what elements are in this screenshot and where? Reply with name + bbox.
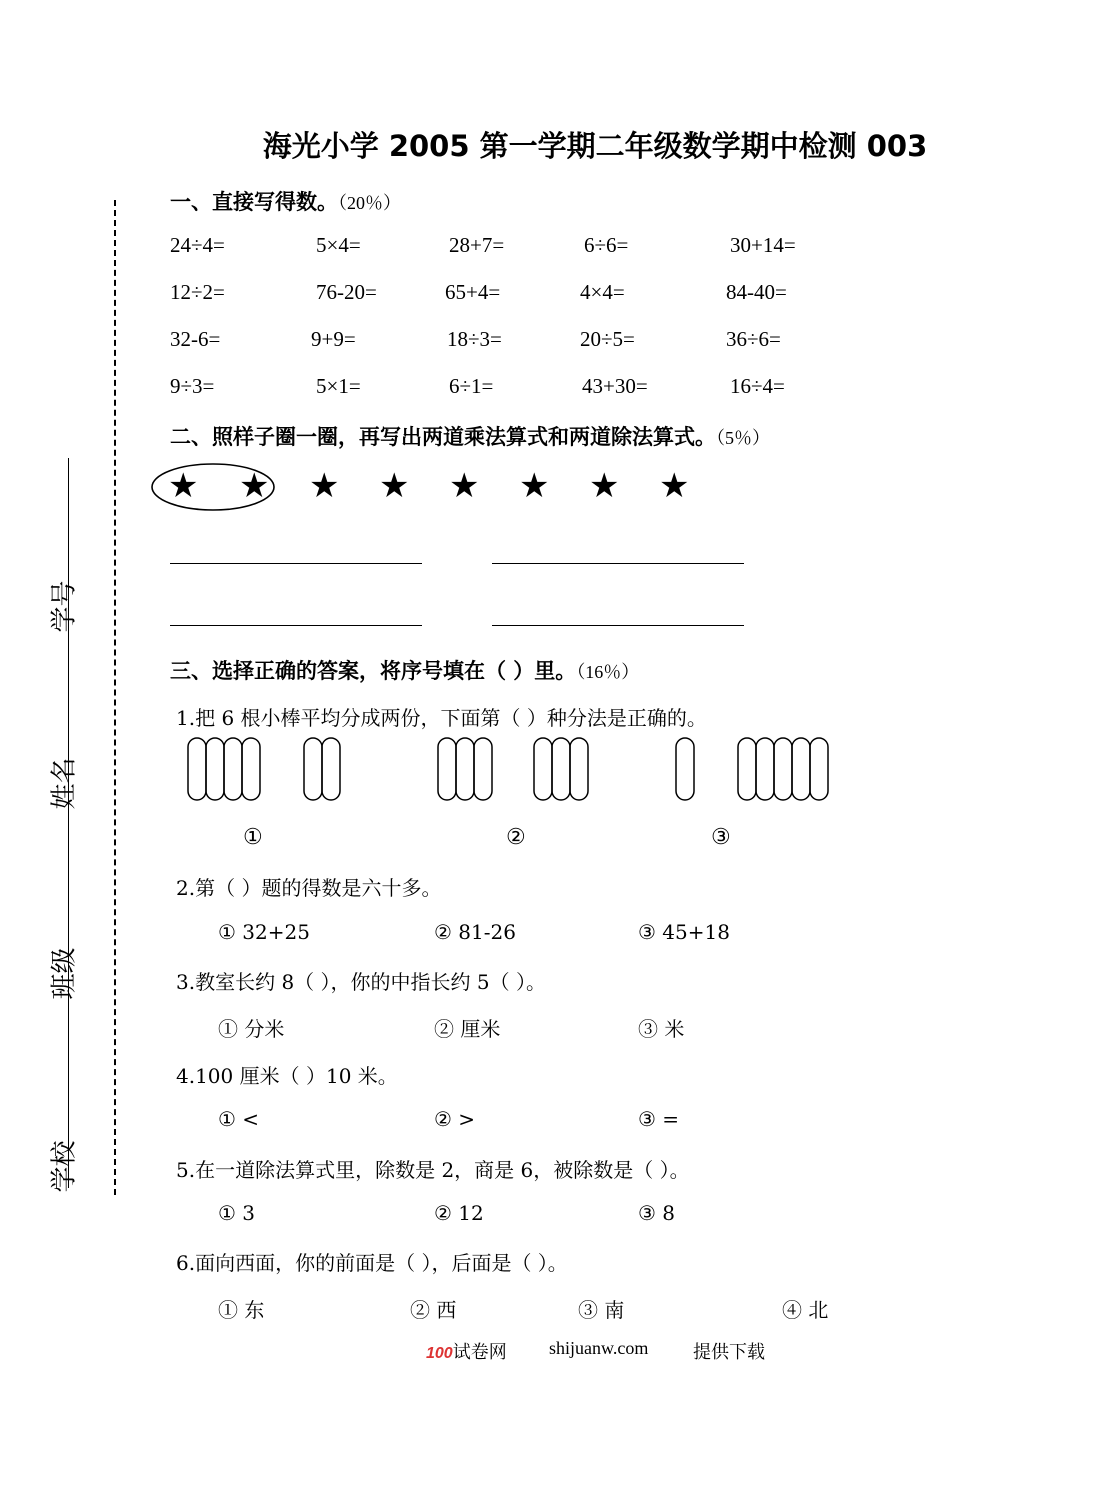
q2-option: ① 32+25 xyxy=(218,920,310,944)
equation: 20÷5= xyxy=(580,327,635,351)
section2-percent: （5％） xyxy=(716,428,770,448)
equation: 65+4= xyxy=(445,280,501,304)
star-icon: ★ xyxy=(379,466,410,506)
star-icon: ★ xyxy=(309,466,340,506)
q6-option: ③ 南 xyxy=(578,1298,625,1322)
answer-line[interactable] xyxy=(170,625,422,626)
answer-line[interactable] xyxy=(492,563,744,564)
equation: 84-40= xyxy=(726,280,787,304)
q6-option: ④ 北 xyxy=(782,1298,829,1322)
section1-percent: （20％） xyxy=(338,193,401,213)
equation: 6÷1= xyxy=(449,374,494,398)
equation: 43+30= xyxy=(582,374,648,398)
equation: 24÷4= xyxy=(170,233,225,257)
section3-heading xyxy=(170,655,639,685)
equation: 28+7= xyxy=(449,233,505,257)
q4-option: ② > xyxy=(434,1107,476,1131)
page-title: 海光小学 2005 第一学期二年级数学期中检测 003 xyxy=(262,129,928,163)
section1-title: 一、直接写得数。 xyxy=(170,190,338,214)
question-2: 2.第（ ）题的得数是六十多。 xyxy=(176,876,442,900)
equation: 18÷3= xyxy=(447,327,502,351)
q5-option: ② 12 xyxy=(434,1201,484,1225)
section1-heading xyxy=(170,186,401,216)
school-label: 学校 xyxy=(49,1140,80,1193)
star-icon: ★ xyxy=(449,466,480,506)
equation: 5×1= xyxy=(316,374,361,398)
question-4: 4.100 厘米（ ）10 米。 xyxy=(176,1064,398,1088)
equation: 16÷4= xyxy=(730,374,785,398)
equation: 30+14= xyxy=(730,233,796,257)
equation: 6÷6= xyxy=(584,233,629,257)
q1-label: ① xyxy=(243,825,263,850)
q1-label: ③ xyxy=(711,825,731,850)
question-6: 6.面向西面，你的前面是（ ），后面是（ ）。 xyxy=(176,1251,568,1275)
star-icon: ★ xyxy=(659,466,690,506)
footer-site-name: 试卷网 xyxy=(452,1342,507,1362)
star-icon: ★ xyxy=(239,466,270,506)
section3-title: 三、选择正确的答案，将序号填在（ ）里。 xyxy=(170,659,577,683)
binding-solid-line xyxy=(68,458,69,1188)
equation: 76-20= xyxy=(316,280,377,304)
q4-option: ① < xyxy=(218,1107,260,1131)
question-3: 3.教室长约 8（ ），你的中指长约 5（ ）。 xyxy=(176,970,546,994)
question-1: 1.把 6 根小棒平均分成两份，下面第（ ）种分法是正确的。 xyxy=(176,706,707,730)
answer-line[interactable] xyxy=(170,563,422,564)
footer-domain[interactable]: shijuanw.com xyxy=(549,1338,649,1358)
q3-option: ② 厘米 xyxy=(434,1017,501,1041)
footer-logo: 100 xyxy=(426,1345,453,1362)
equation: 5×4= xyxy=(316,233,361,257)
equation: 12÷2= xyxy=(170,280,225,304)
sticks-illustration xyxy=(180,730,850,808)
binding-dashed-line xyxy=(114,200,116,1195)
equation: 4×4= xyxy=(580,280,625,304)
q5-option: ③ 8 xyxy=(638,1201,676,1225)
section2-title: 二、照样子圈一圈，再写出两道乘法算式和两道除法算式。 xyxy=(170,425,716,449)
answer-line[interactable] xyxy=(492,625,744,626)
q2-option: ③ 45+18 xyxy=(638,920,730,944)
footer-note: 提供下载 xyxy=(693,1342,765,1362)
q6-option: ① 东 xyxy=(218,1298,265,1322)
q3-option: ③ 米 xyxy=(638,1017,685,1041)
question-5: 5.在一道除法算式里，除数是 2，商是 6，被除数是（ ）。 xyxy=(176,1158,690,1182)
q4-option: ③ = xyxy=(638,1107,680,1131)
equation: 9+9= xyxy=(311,327,356,351)
star-icon: ★ xyxy=(168,466,199,506)
footer xyxy=(426,1338,507,1364)
equation: 32-6= xyxy=(170,327,221,351)
q6-option: ② 西 xyxy=(410,1298,457,1322)
star-icon: ★ xyxy=(519,466,550,506)
student-number-label: 学号 xyxy=(49,580,80,633)
student-name-label: 姓名 xyxy=(49,757,80,810)
q1-label: ② xyxy=(506,825,526,850)
class-label: 班级 xyxy=(49,947,80,1000)
section3-percent: （16％） xyxy=(576,662,640,682)
equation: 9÷3= xyxy=(170,374,215,398)
q2-option: ② 81-26 xyxy=(434,920,516,944)
section2-heading xyxy=(170,421,770,451)
q5-option: ① 3 xyxy=(218,1201,256,1225)
star-icon: ★ xyxy=(589,466,620,506)
q3-option: ① 分米 xyxy=(218,1017,285,1041)
equation: 36÷6= xyxy=(726,327,781,351)
